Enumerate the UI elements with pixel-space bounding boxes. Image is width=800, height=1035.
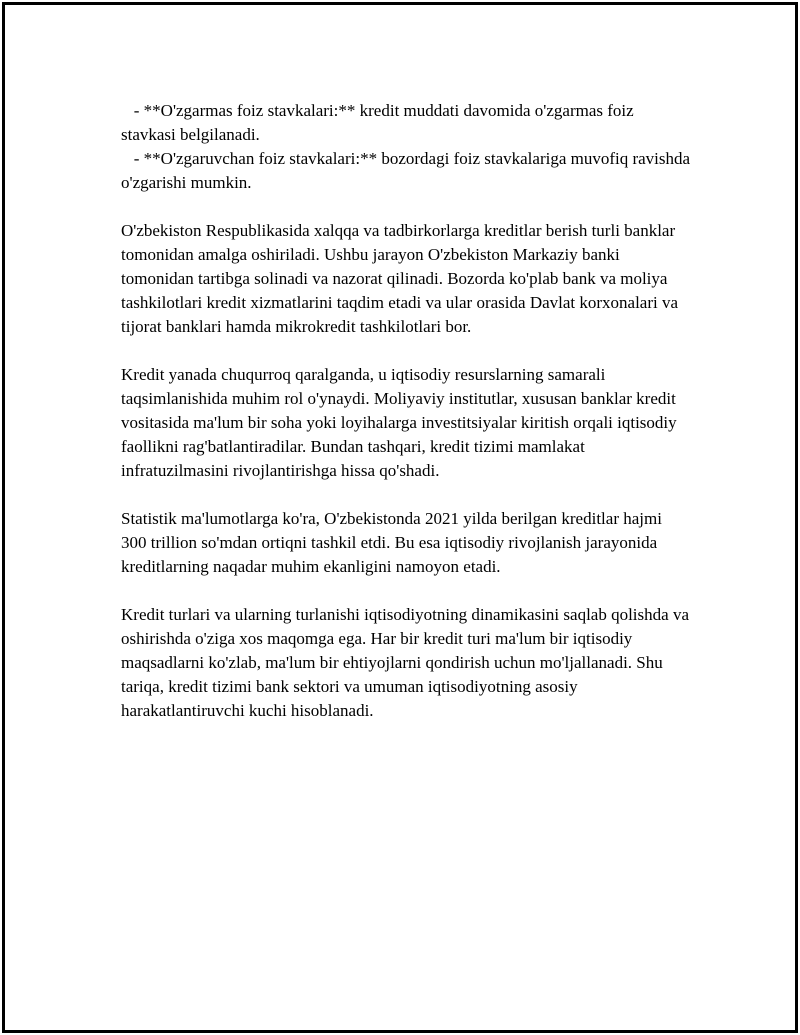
paragraph-resource-allocation: Kredit yanada chuqurroq qaralganda, u iqtisodiy resurslarning samarali taqsimlanishida muhim rol o'ynaydi. Moliyaviy institutlar, xususan banklar kredit vositasida ma'lum bir soha yoki loyihalarga investitsiyalar kiritish orqali iqtisodiy faollikni rag'batlantiradilar. Bundan tashqari, kredit tizimi mamlakat infratuzilmasini rivojlantirishga hissa qo'shadi. [121,365,677,480]
paragraph-statistics: Statistik ma'lumotlarga ko'ra, O'zbekistonda 2021 yilda berilgan kreditlar hajmi 300 trillion so'mdan ortiqni tashkil etdi. Bu esa iqtisodiy rivojlanish jarayonida kreditlarning naqadar muhim ekanligini namoyon etadi. [121,509,662,576]
list-item-text: **O'zgarmas foiz stavkalari:** kredit muddati davomida o'zgarmas foiz stavkasi belgilanadi. [121,101,634,144]
paragraph-banking-system: O'zbekiston Respublikasida xalqqa va tadbirkorlarga kreditlar berish turli banklar tomonidan amalga oshiriladi. Ushbu jarayon O'zbekiston Markaziy banki tomonidan tartibga solinadi va nazorat qilinadi. Bozorda ko'plab bank va moliya tashkilotlari kredit xizmatlarini taqdim etadi va ular orasida Davlat korxonalari va tijorat banklari hamda mikrokredit tashkilotlari bor. [121,221,679,336]
paragraph-conclusion: Kredit turlari va ularning turlanishi iqtisodiyotning dinamikasini saqlab qolishda va oshirishda o'ziga xos maqomga ega. Har bir kredit turi ma'lum bir iqtisodiy maqsadlarni ko'zlab, ma'lum bir ehtiyojlarni qondirish uchun mo'ljallanadi. Shu tariqa, kredit tizimi bank sektori va umuman iqtisodiyotning asosiy harakatlantiruvchi kuchi hisoblanadi. [121,605,689,720]
list-item-prefix: - [121,149,144,168]
interest-rate-list [121,99,691,195]
list-item [121,99,691,147]
list-item-prefix: - [121,101,144,120]
document-body [121,99,691,747]
list-item-text: **O'zgaruvchan foiz stavkalari:** bozordagi foiz stavkalariga muvofiq ravishda o'zgarishi mumkin. [121,149,691,192]
list-item [121,147,691,195]
document-page [2,2,798,1033]
